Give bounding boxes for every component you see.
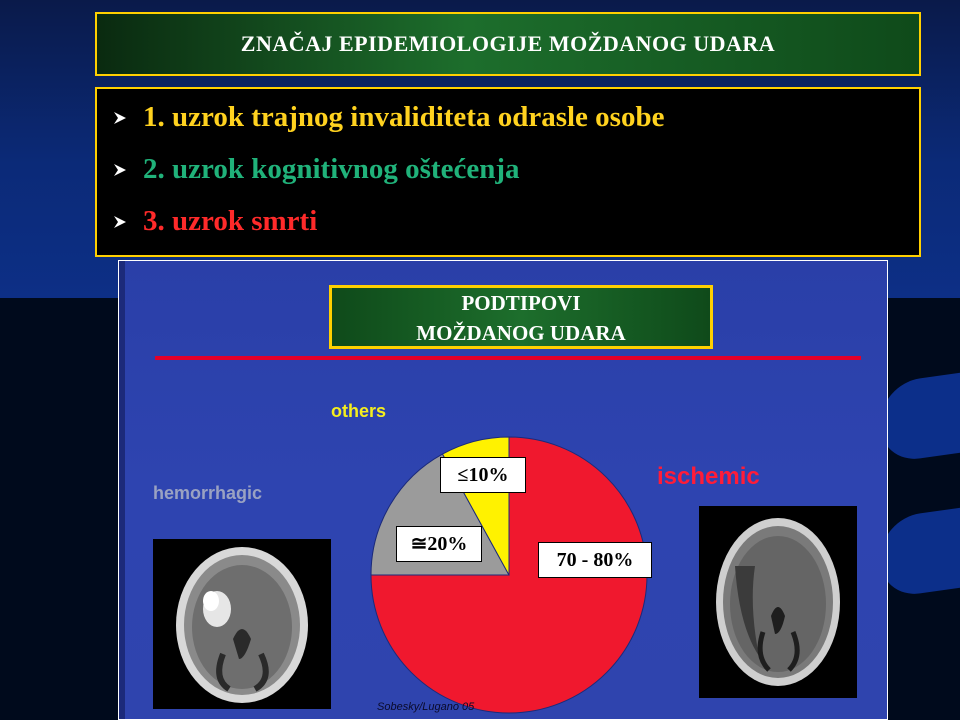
bullet-item [111, 153, 519, 186]
pie-data-label-ischemic: 70 - 80% [538, 542, 652, 578]
ct-scan-ischemic-image [699, 506, 857, 698]
bullet-text: 2. uzrok kognitivnog oštećenja [143, 153, 520, 185]
arrow-bullet-icon [111, 109, 129, 127]
bullet-list [95, 87, 921, 257]
bullet-text: 3. uzrok smrti [143, 205, 318, 237]
divider-line [155, 356, 861, 360]
panel-edge [119, 261, 125, 719]
arrow-bullet-icon [111, 213, 129, 231]
arrow-bullet-icon [111, 161, 129, 179]
bullet-item [111, 205, 317, 238]
bullet-item [111, 101, 664, 134]
bullet-text: 1. uzrok trajnog invaliditeta odrasle osobe [143, 101, 665, 133]
panel-subtitle-line1: PODTIPOVI [461, 291, 581, 315]
panel-subtitle [329, 285, 713, 349]
slide-title-text: ZNAČAJ EPIDEMIOLOGIJE MOŽDANOG UDARA [240, 31, 776, 56]
panel-subtitle-line2: MOŽDANOG UDARA [416, 321, 626, 345]
stroke-subtypes-panel [118, 260, 888, 720]
label-ischemic: ischemic [657, 463, 760, 490]
label-others: others [331, 401, 387, 421]
source-credit: Sobesky/Lugano 05 [377, 701, 475, 713]
label-hemorrhagic: hemorrhagic [153, 483, 263, 503]
slide-title [95, 12, 921, 76]
pie-data-label-others: ≤10% [440, 457, 526, 493]
pie-data-label-hemorrhagic: ≅20% [396, 526, 482, 562]
ct-scan-hemorrhagic-image [153, 539, 331, 709]
